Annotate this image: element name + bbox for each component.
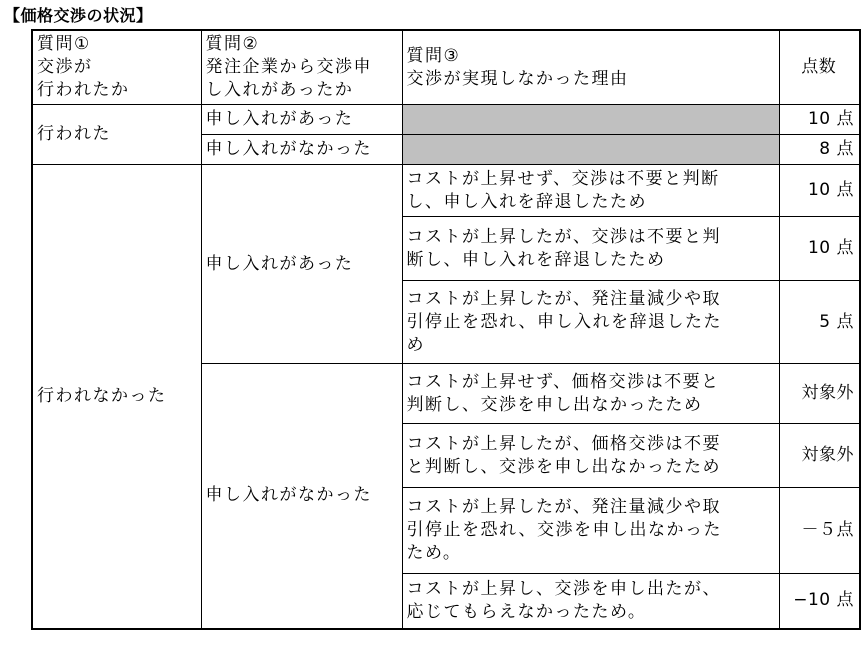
q3-line: コストが上昇せず、価格交渉は不要と <box>406 371 720 392</box>
header-score: 点数 <box>779 30 860 105</box>
q3-line: コストが上昇し、交渉を申し出たが、 <box>406 578 721 599</box>
header-q1 <box>32 30 201 105</box>
score-cell: 対象外 <box>779 364 860 424</box>
q3-line: コストが上昇したが、交渉は不要と判 <box>406 226 721 247</box>
q3-line: コストが上昇したが、発注量減少や取 <box>406 497 721 517</box>
q3-line: 応じてもらえなかったため。 <box>406 601 647 622</box>
header-q3 <box>402 30 779 105</box>
header-q1-text-line2: 行われたか <box>37 80 130 100</box>
header-q2 <box>201 30 402 105</box>
negotiation-status-table <box>31 29 861 630</box>
score-cell: 10 点 <box>779 165 860 217</box>
q3-line: し、申し入れを辞退したため <box>406 191 647 212</box>
q2-cell: 申し入れがなかった <box>201 135 402 165</box>
header-q2-label: 質問② <box>205 34 260 54</box>
q3-line: 断し、申し入れを辞退したため <box>406 249 666 270</box>
header-row <box>32 30 860 105</box>
q3-cell <box>402 217 779 281</box>
q3-line: コストが上昇せず、交渉は不要と判断 <box>406 168 720 189</box>
score-cell: −10 点 <box>779 574 860 629</box>
q2-cell: 申し入れがなかった <box>201 364 402 629</box>
q3-cell <box>402 488 779 574</box>
q3-line: ため。 <box>406 543 462 563</box>
q3-cell-na <box>402 105 779 135</box>
header-q3-label: 質問③ <box>406 45 461 66</box>
table-row <box>32 165 860 217</box>
q3-cell <box>402 281 779 364</box>
q3-line: と判断し、交渉を申し出なかったため <box>406 456 721 477</box>
q1-cell-no: 行われなかった <box>32 165 201 629</box>
header-q1-label: 質問① <box>37 34 91 54</box>
q3-cell <box>402 574 779 629</box>
table-row <box>32 105 860 135</box>
q3-line: コストが上昇したが、価格交渉は不要 <box>406 433 721 454</box>
q2-cell: 申し入れがあった <box>201 165 402 364</box>
score-cell: 10 点 <box>779 105 860 135</box>
page-title: 【価格交渉の状況】 <box>4 6 153 25</box>
q3-cell <box>402 165 779 217</box>
score-cell: 10 点 <box>779 217 860 281</box>
q3-line: 判断し、交渉を申し出なかったため <box>406 394 703 415</box>
score-cell: 5 点 <box>779 281 860 364</box>
header-q3-text: 交渉が実現しなかった理由 <box>406 68 629 89</box>
q3-line: 引停止を恐れ、申し入れを辞退したた <box>406 311 723 332</box>
score-cell: 対象外 <box>779 424 860 488</box>
header-q1-text-line1: 交渉が <box>37 57 93 77</box>
score-cell: －５点 <box>779 488 860 574</box>
q3-line: コストが上昇したが、発注量減少や取 <box>406 288 721 309</box>
score-cell: 8 点 <box>779 135 860 165</box>
header-q2-text-line1: 発注企業から交渉申 <box>205 57 372 77</box>
q2-cell: 申し入れがあった <box>201 105 402 135</box>
q1-cell-yes: 行われた <box>32 105 201 165</box>
q3-cell <box>402 424 779 488</box>
q3-cell <box>402 364 779 424</box>
header-q2-text-line2: し入れがあったか <box>205 80 354 100</box>
q3-cell-na <box>402 135 779 165</box>
q3-line: 引停止を恐れ、交渉を申し出なかった <box>406 520 723 540</box>
q3-line: め <box>406 334 425 355</box>
